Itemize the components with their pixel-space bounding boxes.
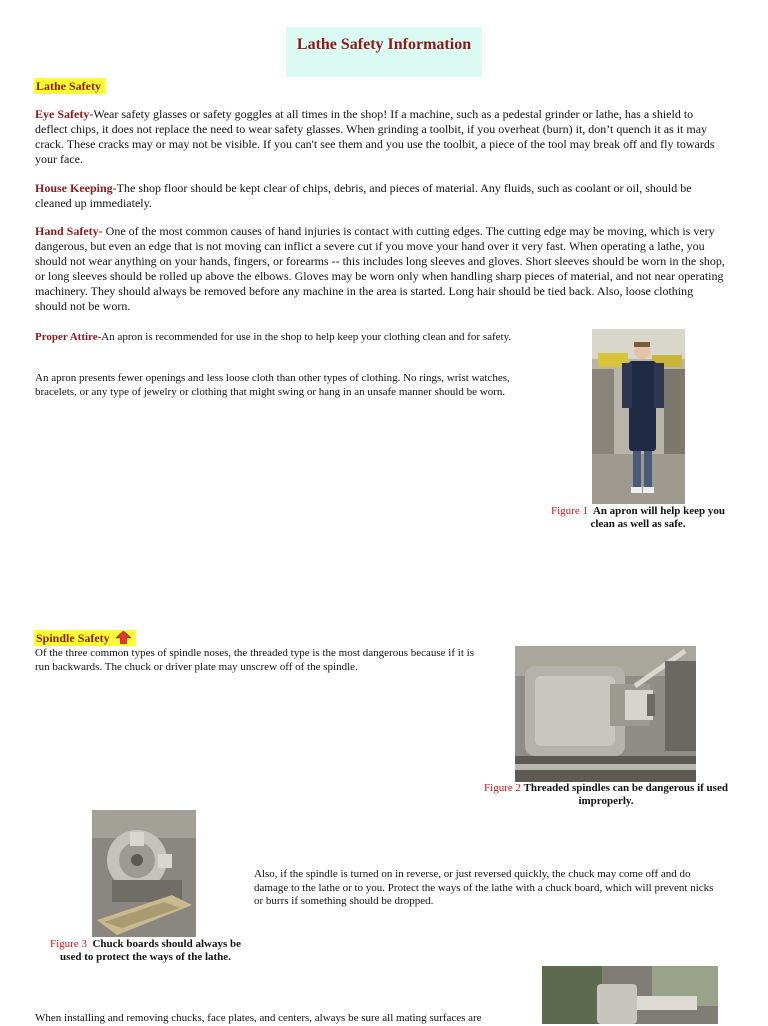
- figure1-caption: [538, 505, 738, 531]
- hand-safety-paragraph: [35, 224, 728, 314]
- chuck-board-photo: [92, 810, 196, 937]
- spindle-safety-heading[interactable]: Spindle Safety: [34, 630, 136, 646]
- hand-safety-text: One of the most common causes of hand injuries is contact with cutting edges. The cutting edge may be moving, which is very dangerous, but even an edge that is not moving can inflict a severe cut if you move your hand over it very fast. When operating a lathe, you should not wear anything on your hands, fingers, or forearms -- this includes long sleeves and gloves. Short sleeves should be worn in the shop, or long sleeves should be rolled up above the elbows. Gloves may be worn only when handling sharp pieces of material, and not near operating machinery. They should always be removed before any machine in the area is started. Long hair should be tied back. Also, loose clothing should not be worn.: [35, 224, 725, 313]
- figure2-caption-text: Threaded spindles can be dangerous if used improperly.: [523, 782, 728, 807]
- eye-safety-text: Wear safety glasses or safety goggles at all times in the shop! If a machine, such as a pedestal grinder or lathe, has a shield to deflect chips, it does not replace the need to wear safety glasses. When grinding a toolbit, if you overheat (burn) it, don’t quench it as it may crack. These cracks may or may not be visible. If you can't see them and you use the toolbit, a piece of the tool may break off and fly towards your face.: [35, 107, 715, 166]
- up-arrow-icon[interactable]: [116, 631, 131, 644]
- figure3-caption: [38, 938, 253, 964]
- proper-attire-text: An apron is recommended for use in the shop to help keep your clothing clean and for safety.: [101, 331, 512, 343]
- housekeeping-lead: House Keeping-: [35, 181, 117, 195]
- figure3-caption-text: Chuck boards should always be used to protect the ways of the lathe.: [60, 938, 242, 963]
- proper-attire-paragraph: [35, 331, 525, 345]
- reverse-spindle-paragraph: Also, if the spindle is turned on in reverse, or just reversed quickly, the chuck may come off and do damage to the lathe or to you. Protect the ways of the lathe with a chuck board, which will prevent nicks or burrs if something should be dropped.: [254, 868, 714, 907]
- proper-attire-lead: Proper Attire-: [35, 331, 102, 343]
- figure3-label: Figure 3: [49, 938, 87, 950]
- figure1-label: Figure 1: [550, 505, 588, 517]
- eye-safety-lead: Eye Safety-: [35, 107, 94, 121]
- figure2-caption: [478, 782, 734, 808]
- housekeeping-paragraph: [35, 181, 725, 211]
- housekeeping-text: The shop floor should be kept clear of chips, debris, and pieces of material. Any fluids, such as coolant or oil, should be cleaned up immediately.: [35, 181, 692, 210]
- threaded-spindle-photo: [515, 646, 696, 782]
- apron-photo: [592, 329, 685, 504]
- hand-safety-lead: Hand Safety-: [35, 224, 103, 238]
- apron-paragraph: An apron presents fewer openings and less loose cloth than other types of clothing. No rings, wrist watches, bracelets, or any type of jewelry or clothing that might swing or hang in an unsafe manner should be worn.: [35, 372, 510, 398]
- lathe-safety-heading: Lathe Safety: [34, 78, 106, 94]
- figure1-caption-text: An apron will help keep you clean as well as safe.: [590, 505, 726, 530]
- page-title-text: Lathe Safety Information: [296, 36, 472, 53]
- eye-safety-paragraph: [35, 107, 725, 167]
- lathe-centers-photo: [542, 966, 718, 1024]
- page-title: [286, 27, 482, 77]
- figure2-label: Figure 2: [484, 782, 522, 794]
- bottom-paragraph: When installing and removing chucks, face plates, and centers, always be sure all mating surfaces are: [35, 1012, 482, 1024]
- spindle-paragraph: Of the three common types of spindle noses, the threaded type is the most dangerous because if it is run backwards. The chuck or driver plate may unscrew off of the spindle.: [35, 647, 474, 673]
